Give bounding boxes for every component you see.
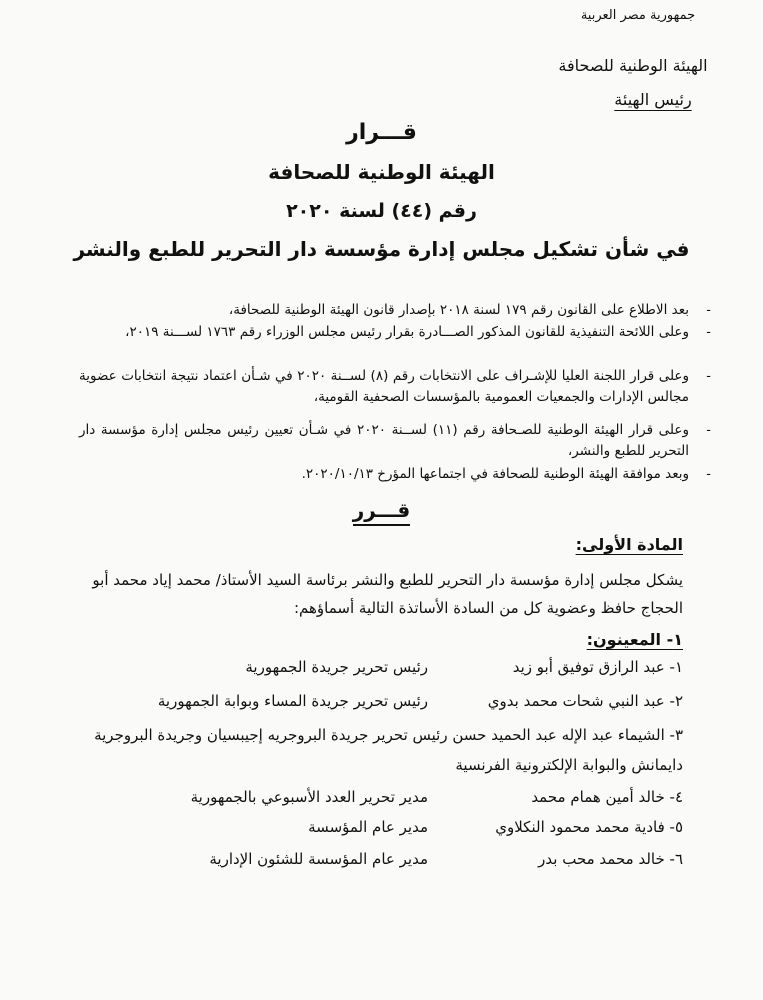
preamble-item: - وعلى اللائحة التنفيذية للقانون المذكور الصـــادرة بقرار رئيس مجلس الوزراء رقم ١٧٦٣ لســـنة ٢٠١٩، bbox=[79, 322, 689, 343]
member-role: مدير عام المؤسسة bbox=[308, 818, 428, 836]
decision-subject: في شأن تشكيل مجلس إدارة مؤسسة دار التحرير للطبع والنشر bbox=[73, 237, 690, 261]
letterhead-office: رئيس الهيئة bbox=[614, 90, 692, 109]
decision-number: رقم (٤٤) لسنة ٢٠٢٠ bbox=[286, 200, 477, 222]
member-role: مدير تحرير العدد الأسبوعي بالجمهورية bbox=[190, 788, 428, 806]
letterhead-country: جمهورية مصر العربية bbox=[580, 8, 696, 23]
preamble-item: - وعلى قرار اللجنة العليا للإشـراف على الانتخابات رقم (٨) لســنة ٢٠٢٠ في شـأن اعتماد نتيجة انتخابات عضوية مجالس الإدارات والجمعيات العمومية بالمؤسسات الصحفية القومية، bbox=[79, 368, 711, 405]
bullet-dash: - bbox=[706, 423, 711, 438]
preamble-item: - وبعد موافقة الهيئة الوطنية للصحافة في اجتماعها المؤرخ ٢٠٢٠/١٠/١٣. bbox=[79, 464, 689, 485]
member-name: ٢- عبد النبي شحات محمد بدوي bbox=[487, 692, 683, 710]
bullet-dash: - bbox=[706, 303, 711, 318]
decree-heading: قـــرر bbox=[0, 498, 763, 522]
member-name: ٥- فادية محمد محمود النكلاوي bbox=[495, 818, 683, 836]
member-name: ١- عبد الرازق توفيق أبو زيد bbox=[512, 658, 683, 676]
authority-title: الهيئة الوطنية للصحافة bbox=[268, 160, 495, 184]
preamble-item: - بعد الاطلاع على القانون رقم ١٧٩ لسنة ٢٠١٨ بإصدار قانون الهيئة الوطنية للصحافة، bbox=[79, 300, 689, 321]
preamble-item: - وعلى قرار الهيئة الوطنية للصـحافة رقم (١١) لســنة ٢٠٢٠ في شـأن تعيين رئيس مجلس إدارة مؤسسة دار التحرير للطبع والنشر، bbox=[79, 422, 711, 459]
member-role: رئيس تحرير جريدة الجمهورية bbox=[245, 658, 428, 676]
bullet-dash: - bbox=[706, 369, 711, 384]
member-name: ٤- خالد أمين همام محمد bbox=[531, 788, 683, 806]
member-role: رئيس تحرير جريدة المساء وبوابة الجمهورية bbox=[157, 692, 428, 710]
bullet-dash: - bbox=[706, 467, 711, 482]
appointed-heading: ١- المعينون: bbox=[586, 630, 683, 649]
bullet-dash: - bbox=[706, 325, 711, 340]
member-role: رئيس تحرير جريدة البروجريه إجيبسيان وجريدة البروجرية دايمانش والبوابة الإلكترونية الفرنسية bbox=[94, 726, 683, 774]
member-name: ٦- خالد محمد محب بدر bbox=[538, 850, 683, 868]
member-name: ٣- الشيماء عبد الإله عبد الحميد حسن bbox=[452, 726, 683, 744]
article-one-text: يشكل مجلس إدارة مؤسسة دار التحرير للطبع والنشر برئاسة السيد الأستاذ/ محمد إياد محمد أبو الحجاج حافظ وعضوية كل من السادة الأساتذة التالية أسماؤهم: bbox=[92, 571, 683, 617]
decision-title: قـــرار bbox=[346, 120, 417, 145]
article-one-heading: المادة الأولى: bbox=[575, 535, 683, 554]
member-row-long bbox=[83, 720, 683, 780]
member-role: مدير عام المؤسسة للشئون الإدارية bbox=[209, 850, 428, 868]
letterhead-authority: الهيئة الوطنية للصحافة bbox=[558, 56, 708, 75]
